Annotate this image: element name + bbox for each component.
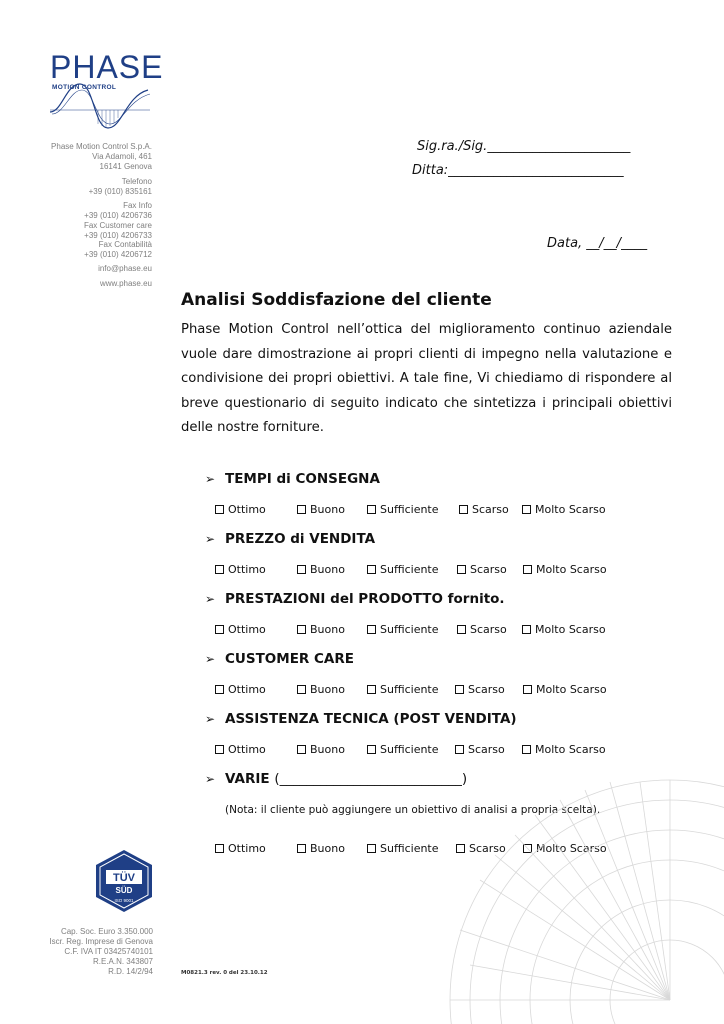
footer-rea: R.E.A.N. 343807 — [92, 957, 153, 966]
option-label: Ottimo — [228, 683, 266, 696]
option-scarso[interactable] — [457, 563, 507, 576]
option-sufficiente[interactable] — [367, 623, 439, 636]
rating-row-tempi — [215, 503, 675, 519]
option-label: Molto Scarso — [536, 563, 607, 576]
section-customer-care — [205, 651, 354, 667]
checkbox[interactable] — [215, 625, 224, 634]
fax-customer-number: +39 (010) 4206733 — [84, 231, 152, 240]
option-label: Scarso — [468, 743, 505, 756]
option-label: Ottimo — [228, 623, 266, 636]
section-title: CUSTOMER CARE — [225, 651, 355, 667]
checkbox[interactable] — [367, 745, 376, 754]
option-label: Scarso — [469, 842, 506, 855]
option-label: Ottimo — [228, 842, 266, 855]
option-label: Sufficiente — [380, 683, 439, 696]
rating-row-customer-care — [215, 683, 675, 699]
company-logo — [48, 49, 164, 132]
fax-info-label: Fax Info — [123, 201, 152, 210]
fax-accounting-number: +39 (010) 4206712 — [84, 250, 152, 259]
option-label: Ottimo — [228, 503, 266, 516]
option-buono[interactable] — [297, 623, 345, 636]
option-buono[interactable] — [297, 743, 345, 756]
checkbox[interactable] — [523, 685, 532, 694]
rating-row-assistenza — [215, 743, 675, 759]
checkbox[interactable] — [459, 505, 468, 514]
option-buono[interactable] — [297, 842, 345, 855]
option-label: Sufficiente — [380, 842, 439, 855]
checkbox[interactable] — [215, 844, 224, 853]
date-field[interactable]: Data, __/__/____ — [547, 236, 648, 251]
option-label: Buono — [310, 563, 345, 576]
section-prestazioni-prodotto — [205, 591, 505, 607]
checkbox[interactable] — [297, 565, 306, 574]
tuv-top-text: TÜV — [113, 872, 135, 884]
intro-paragraph: Phase Motion Control nell’ottica del miglioramento continuo aziendale vuole dare dimostrazione ai propri clienti di impegno nella valutazione e condivisione dei propri obiettivi. A tale fine, Vi chiediamo di rispondere al breve questionario di seguito indicato che sintetizza i principali obiettivi delle nostre forniture. — [181, 322, 672, 435]
option-label: Scarso — [472, 503, 509, 516]
option-label: Sufficiente — [380, 503, 439, 516]
option-buono[interactable] — [297, 503, 345, 516]
phone-label: Telefono — [121, 177, 152, 186]
website-link[interactable]: www.phase.eu — [99, 279, 152, 288]
option-label: Molto Scarso — [536, 683, 607, 696]
checkbox[interactable] — [457, 565, 466, 574]
option-sufficiente[interactable] — [367, 563, 439, 576]
fax-accounting-label: Fax Contabilità — [98, 240, 152, 249]
section-tempi-consegna — [205, 471, 380, 487]
option-label: Buono — [310, 503, 345, 516]
checkbox[interactable] — [457, 625, 466, 634]
checkbox[interactable] — [215, 505, 224, 514]
option-molto-scarso[interactable] — [522, 503, 606, 516]
fax-customer-label: Fax Customer care — [83, 221, 152, 230]
tuv-bottom-text: ISO 9001 — [114, 898, 134, 903]
option-label: Scarso — [468, 683, 505, 696]
option-scarso[interactable] — [455, 683, 505, 696]
phone-number: +39 (010) 835161 — [88, 187, 152, 196]
option-label: Ottimo — [228, 743, 266, 756]
option-scarso[interactable] — [459, 503, 509, 516]
checkbox[interactable] — [297, 505, 306, 514]
option-label: Sufficiente — [380, 623, 439, 636]
checkbox[interactable] — [522, 505, 531, 514]
document-code: M0821.3 rev. 0 del 23.10.12 — [181, 970, 268, 976]
checkbox[interactable] — [297, 745, 306, 754]
option-sufficiente[interactable] — [367, 683, 439, 696]
option-label: Buono — [310, 842, 345, 855]
checkbox[interactable] — [215, 745, 224, 754]
option-label: Ottimo — [228, 563, 266, 576]
checkbox[interactable] — [297, 685, 306, 694]
motor-drawing-watermark — [440, 770, 724, 1024]
page-title: Analisi Soddisfazione del cliente — [181, 290, 492, 310]
option-scarso[interactable] — [455, 743, 505, 756]
footer-vat: C.F. IVA IT 03425740101 — [64, 947, 153, 956]
rating-row-prestazioni — [215, 623, 675, 639]
checkbox[interactable] — [367, 505, 376, 514]
option-label: Molto Scarso — [535, 503, 606, 516]
company-address: Via Adamoli, 461 — [92, 152, 152, 161]
section-title: ASSISTENZA TECNICA (POST VENDITA) — [225, 711, 517, 727]
checkbox[interactable] — [367, 844, 376, 853]
checkbox[interactable] — [523, 565, 532, 574]
option-molto-scarso[interactable] — [522, 743, 606, 756]
checkbox[interactable] — [215, 565, 224, 574]
section-prezzo-vendita — [205, 531, 375, 547]
section-title: PRESTAZIONI del PRODOTTO fornito. — [225, 591, 505, 607]
company-field[interactable]: Ditta:___________________________ — [412, 163, 624, 178]
option-sufficiente[interactable] — [367, 842, 439, 855]
option-label: Molto Scarso — [535, 623, 606, 636]
checkbox[interactable] — [367, 685, 376, 694]
section-title: TEMPI di CONSEGNA — [225, 471, 380, 487]
checkbox[interactable] — [297, 844, 306, 853]
section-title: PREZZO di VENDITA — [225, 531, 376, 547]
varie-input[interactable]: (___________________________) — [274, 771, 468, 787]
option-label: Buono — [310, 743, 345, 756]
option-sufficiente[interactable] — [367, 503, 439, 516]
email-link[interactable]: info@phase.eu — [98, 264, 152, 273]
logo-subtitle: MOTION CONTROL — [52, 84, 117, 91]
section-varie — [205, 771, 467, 787]
option-scarso[interactable] — [457, 623, 507, 636]
option-ottimo[interactable] — [215, 503, 266, 516]
option-sufficiente[interactable] — [367, 743, 439, 756]
arrow-bullet-icon: ➢ — [205, 652, 216, 666]
option-label: Buono — [310, 683, 345, 696]
option-label: Sufficiente — [380, 563, 439, 576]
option-label: Molto Scarso — [535, 743, 606, 756]
arrow-bullet-icon: ➢ — [205, 712, 216, 726]
option-buono[interactable] — [297, 683, 345, 696]
checkbox[interactable] — [522, 745, 531, 754]
arrow-bullet-icon: ➢ — [205, 472, 216, 486]
option-molto-scarso[interactable] — [522, 623, 606, 636]
option-label: Molto Scarso — [536, 842, 607, 855]
company-city: 16141 Genova — [99, 162, 152, 171]
option-label: Scarso — [470, 563, 507, 576]
option-ottimo[interactable] — [215, 563, 266, 576]
tuv-mid-text: SÜD — [115, 886, 133, 895]
option-molto-scarso[interactable] — [523, 563, 607, 576]
checkbox[interactable] — [522, 625, 531, 634]
tuv-certification-logo — [92, 848, 156, 914]
option-ottimo[interactable] — [215, 683, 266, 696]
checkbox[interactable] — [215, 685, 224, 694]
varie-note: (Nota: il cliente può aggiungere un obiettivo di analisi a propria scelta). — [225, 804, 601, 816]
option-ottimo[interactable] — [215, 623, 266, 636]
arrow-bullet-icon: ➢ — [205, 532, 216, 546]
recipient-field[interactable]: Sig.ra./Sig.______________________ — [417, 139, 631, 154]
footer-rd: R.D. 14/2/94 — [108, 967, 153, 976]
checkbox[interactable] — [297, 625, 306, 634]
checkbox[interactable] — [367, 565, 376, 574]
checkbox[interactable] — [367, 625, 376, 634]
section-title: VARIE — [225, 771, 270, 787]
arrow-bullet-icon: ➢ — [205, 592, 216, 606]
wave-icon — [48, 80, 156, 132]
option-ottimo[interactable] — [215, 842, 266, 855]
option-label: Buono — [310, 623, 345, 636]
checkbox[interactable] — [455, 745, 464, 754]
rating-row-prezzo — [215, 563, 675, 579]
option-label: Sufficiente — [380, 743, 439, 756]
footer-registry: Iscr. Reg. Imprese di Genova — [49, 937, 153, 946]
option-ottimo[interactable] — [215, 743, 266, 756]
option-molto-scarso[interactable] — [523, 683, 607, 696]
option-label: Scarso — [470, 623, 507, 636]
arrow-bullet-icon: ➢ — [205, 772, 216, 786]
logo-word: PHASE — [50, 49, 164, 85]
checkbox[interactable] — [455, 685, 464, 694]
fax-info-number: +39 (010) 4206736 — [84, 211, 152, 220]
section-assistenza-tecnica — [205, 711, 517, 727]
option-buono[interactable] — [297, 563, 345, 576]
footer-capital: Cap. Soc. Euro 3.350.000 — [60, 927, 153, 936]
company-name: Phase Motion Control S.p.A. — [51, 142, 152, 151]
